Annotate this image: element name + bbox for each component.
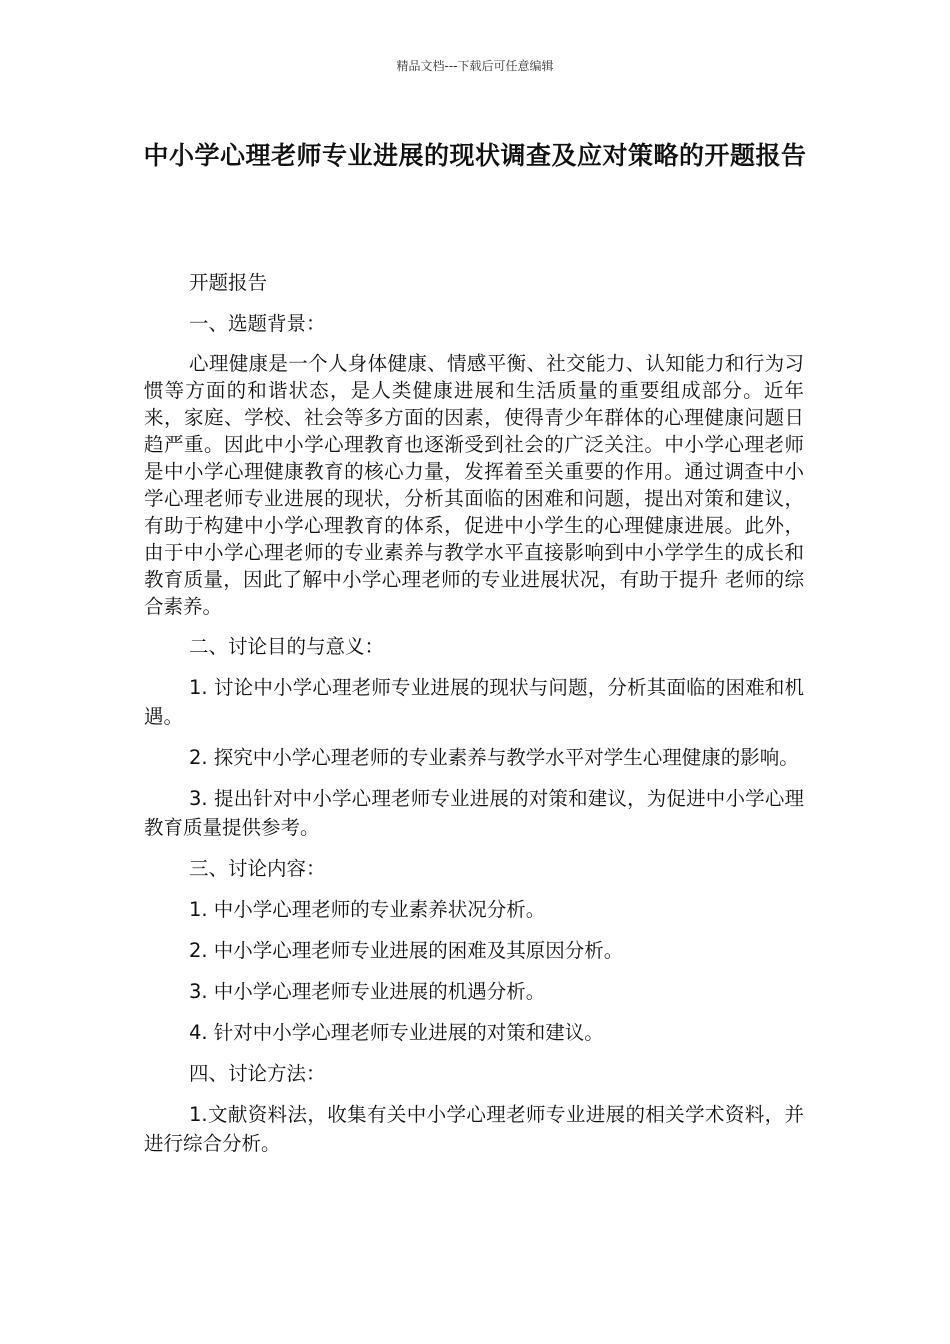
document-title: 中小学心理老师专业进展的现状调查及应对策略的开题报告	[143, 141, 807, 170]
section-heading-background: 一、选题背景：	[189, 312, 326, 335]
header-note: 精品文档---下载后可任意编辑	[396, 59, 554, 73]
section-heading-methods: 四、讨论方法：	[189, 1062, 326, 1085]
list-item: 2. 中小学心理老师专业进展的困难及其原因分析。	[189, 939, 624, 962]
document-body	[144, 268, 804, 1170]
list-item: 1. 讨论中小学心理老师专业进展的现状与问题，分析其面临的困难和机遇。	[144, 676, 804, 728]
paragraph-background: 心理健康是一个人身体健康、情感平衡、社交能力、认知能力和行为习惯等方面的和谐状态，是人类健康进展和生活质量的重要组成部分。近年来，家庭、学校、社会等多方面的因素，使得青少年群体的心理健康问题日趋严重。因此中小学心理教育也逐渐受到社会的广泛关注。中小学心理老师是中小学心理健康教育的核心力量，发挥着至关重要的作用。通过调查中小学心理老师专业进展的现状，分析其面临的困难和问题，提出对策和建议，有助于构建中小学心理教育的体系，促进中小学生的心理健康进展。此外，由于中小学心理老师的专业素养与教学水平直接影响到中小学学生的成长和教育质量，因此了解中小学心理老师的专业进展状况，有助于提升 老师的综合素养。	[144, 352, 804, 618]
list-item: 1. 中小学心理老师的专业素养状况分析。	[189, 898, 546, 921]
section-heading-content: 三、讨论内容：	[189, 857, 326, 880]
section-label: 开题报告	[189, 271, 268, 294]
list-item: 3. 中小学心理老师专业进展的机遇分析。	[189, 980, 546, 1003]
list-item: 1.文献资料法，收集有关中小学心理老师专业进展的相关学术资料，并进行综合分析。	[144, 1103, 804, 1155]
list-item: 2. 探究中小学心理老师的专业素养与教学水平对学生心理健康的影响。	[189, 746, 799, 769]
list-item: 4. 针对中小学心理老师专业进展的对策和建议。	[189, 1021, 604, 1044]
section-heading-purpose: 二、讨论目的与意义：	[189, 635, 385, 658]
list-item: 3. 提出针对中小学心理老师专业进展的对策和建议，为促进中小学心理教育质量提供参考。	[144, 787, 804, 839]
